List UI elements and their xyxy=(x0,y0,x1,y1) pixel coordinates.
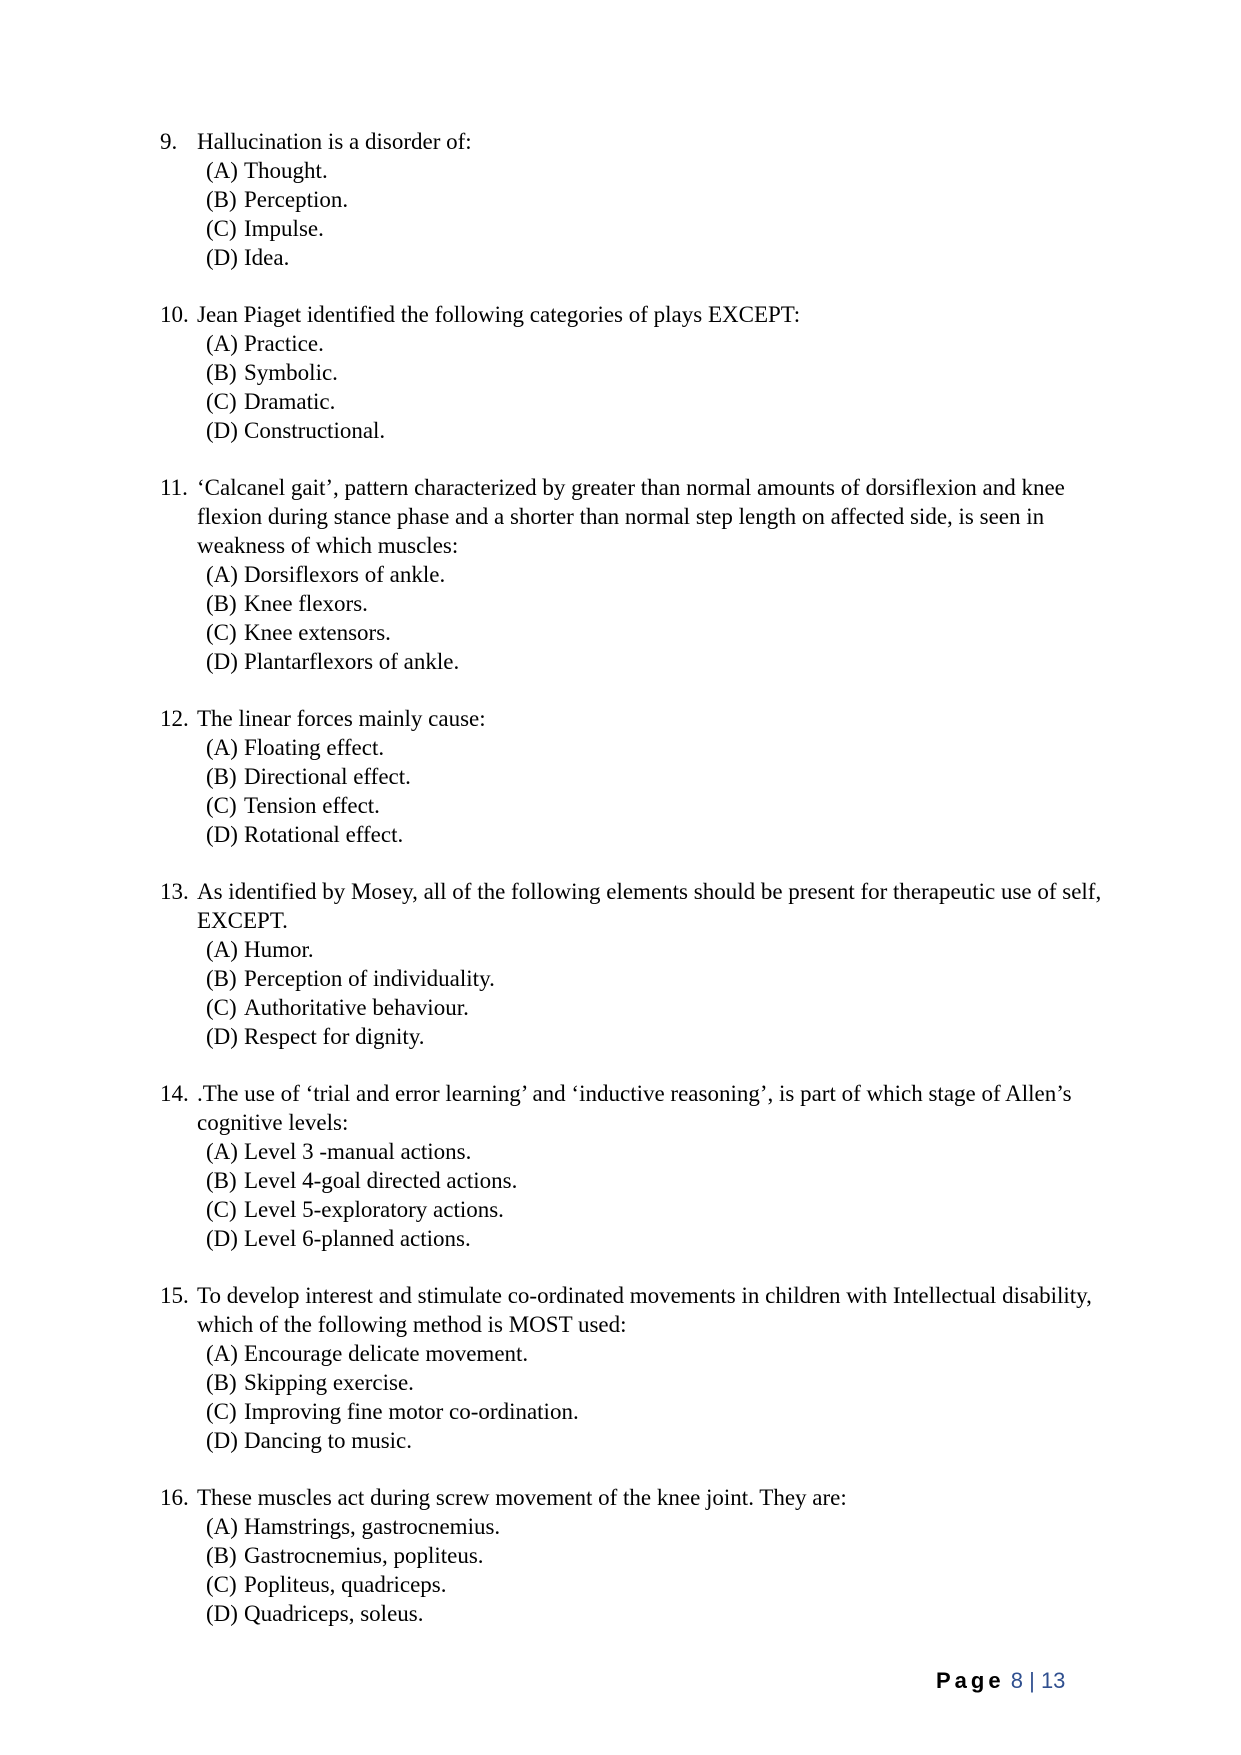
option-letter: (A) xyxy=(206,158,238,183)
question-9 xyxy=(160,127,1120,272)
option-item xyxy=(206,1512,1120,1541)
option-item xyxy=(206,387,1120,416)
question-text: The linear forces mainly cause: xyxy=(197,706,486,731)
option-item xyxy=(206,993,1120,1022)
option-item xyxy=(206,1570,1120,1599)
option-text: Knee flexors. xyxy=(244,591,368,616)
question-11 xyxy=(160,473,1120,676)
option-text: Constructional. xyxy=(244,418,386,443)
question-number: 10. xyxy=(160,302,189,327)
option-item xyxy=(206,820,1120,849)
question-line xyxy=(160,473,1120,560)
option-text: Floating effect. xyxy=(244,735,385,760)
option-item xyxy=(206,1166,1120,1195)
option-list xyxy=(206,1137,1120,1253)
question-15 xyxy=(160,1281,1120,1455)
option-text: Thought. xyxy=(244,158,328,183)
option-text: Humor. xyxy=(244,937,314,962)
option-letter: (A) xyxy=(206,735,238,760)
option-letter: (A) xyxy=(206,937,238,962)
option-text: Idea. xyxy=(244,245,290,270)
option-item xyxy=(206,1426,1120,1455)
option-letter: (C) xyxy=(206,216,237,241)
option-list xyxy=(206,560,1120,676)
question-number: 14. xyxy=(160,1081,189,1106)
option-letter: (A) xyxy=(206,331,238,356)
option-item xyxy=(206,1599,1120,1628)
option-text: Perception. xyxy=(244,187,349,212)
option-letter: (A) xyxy=(206,1341,238,1366)
option-letter: (B) xyxy=(206,591,237,616)
option-letter: (D) xyxy=(206,418,238,443)
option-text: Directional effect. xyxy=(244,764,411,789)
option-list xyxy=(206,156,1120,272)
question-line xyxy=(160,1281,1120,1339)
option-item xyxy=(206,762,1120,791)
question-text: To develop interest and stimulate co-ordinated movements in children with Intellectual disability, which of the following method is MOST used: xyxy=(197,1283,1092,1337)
option-text: Perception of individuality. xyxy=(244,966,495,991)
option-text: Level 3 -manual actions. xyxy=(244,1139,472,1164)
option-item xyxy=(206,1368,1120,1397)
option-list xyxy=(206,935,1120,1051)
page-footer xyxy=(936,1668,1065,1694)
option-item xyxy=(206,1224,1120,1253)
option-item xyxy=(206,560,1120,589)
option-item xyxy=(206,791,1120,820)
question-text: Hallucination is a disorder of: xyxy=(197,129,472,154)
option-item xyxy=(206,1137,1120,1166)
option-item xyxy=(206,618,1120,647)
page-current: 8 xyxy=(1010,1668,1023,1693)
option-letter: (B) xyxy=(206,1543,237,1568)
page-separator: | xyxy=(1029,1668,1035,1693)
option-letter: (B) xyxy=(206,966,237,991)
option-item xyxy=(206,329,1120,358)
option-text: Skipping exercise. xyxy=(244,1370,414,1395)
option-letter: (C) xyxy=(206,620,237,645)
question-number: 9. xyxy=(160,129,178,154)
option-item xyxy=(206,935,1120,964)
option-text: Dancing to music. xyxy=(244,1428,412,1453)
option-text: Popliteus, quadriceps. xyxy=(244,1572,447,1597)
option-text: Quadriceps, soleus. xyxy=(244,1601,424,1626)
option-text: Impulse. xyxy=(244,216,324,241)
option-letter: (D) xyxy=(206,822,238,847)
option-text: Dorsiflexors of ankle. xyxy=(244,562,446,587)
question-12 xyxy=(160,704,1120,849)
option-letter: (D) xyxy=(206,1601,238,1626)
option-item xyxy=(206,358,1120,387)
option-item xyxy=(206,589,1120,618)
option-text: Level 4-goal directed actions. xyxy=(244,1168,518,1193)
option-letter: (D) xyxy=(206,1428,238,1453)
option-item xyxy=(206,1195,1120,1224)
option-letter: (D) xyxy=(206,1226,238,1251)
question-14 xyxy=(160,1079,1120,1253)
option-text: Level 6-planned actions. xyxy=(244,1226,471,1251)
question-13 xyxy=(160,877,1120,1051)
option-letter: (B) xyxy=(206,1370,237,1395)
question-16 xyxy=(160,1483,1120,1628)
option-list xyxy=(206,733,1120,849)
option-letter: (C) xyxy=(206,995,237,1020)
question-number: 13. xyxy=(160,879,189,904)
page-total: 13 xyxy=(1040,1668,1066,1693)
question-line xyxy=(160,877,1120,935)
option-text: Improving fine motor co-ordination. xyxy=(244,1399,579,1424)
question-number: 12. xyxy=(160,706,189,731)
option-item xyxy=(206,243,1120,272)
option-letter: (B) xyxy=(206,1168,237,1193)
option-letter: (D) xyxy=(206,1024,238,1049)
page-label: Page xyxy=(936,1668,1005,1693)
option-letter: (B) xyxy=(206,187,237,212)
option-letter: (B) xyxy=(206,360,237,385)
option-item xyxy=(206,1541,1120,1570)
option-letter: (C) xyxy=(206,389,237,414)
option-letter: (C) xyxy=(206,1399,237,1424)
option-item xyxy=(206,1397,1120,1426)
option-text: Tension effect. xyxy=(244,793,380,818)
option-text: Gastrocnemius, popliteus. xyxy=(244,1543,484,1568)
option-item xyxy=(206,1339,1120,1368)
option-text: Knee extensors. xyxy=(244,620,391,645)
question-number: 11. xyxy=(160,475,188,500)
option-text: Dramatic. xyxy=(244,389,336,414)
option-item xyxy=(206,964,1120,993)
option-letter: (B) xyxy=(206,764,237,789)
option-text: Level 5-exploratory actions. xyxy=(244,1197,504,1222)
option-letter: (C) xyxy=(206,793,237,818)
option-letter: (D) xyxy=(206,649,238,674)
option-text: Respect for dignity. xyxy=(244,1024,425,1049)
option-list xyxy=(206,1339,1120,1455)
question-line xyxy=(160,704,1120,733)
question-line xyxy=(160,300,1120,329)
question-10 xyxy=(160,300,1120,445)
option-letter: (D) xyxy=(206,245,238,270)
option-letter: (C) xyxy=(206,1572,237,1597)
option-letter: (A) xyxy=(206,1139,238,1164)
option-text: Hamstrings, gastrocnemius. xyxy=(244,1514,501,1539)
question-line xyxy=(160,127,1120,156)
option-list xyxy=(206,329,1120,445)
question-line xyxy=(160,1483,1120,1512)
option-text: Encourage delicate movement. xyxy=(244,1341,529,1366)
option-item xyxy=(206,416,1120,445)
option-text: Plantarflexors of ankle. xyxy=(244,649,460,674)
option-text: Authoritative behaviour. xyxy=(244,995,469,1020)
option-text: Practice. xyxy=(244,331,324,356)
option-list xyxy=(206,1512,1120,1628)
option-item xyxy=(206,1022,1120,1051)
question-list xyxy=(160,127,1120,1656)
option-item xyxy=(206,214,1120,243)
question-number: 16. xyxy=(160,1485,189,1510)
option-letter: (A) xyxy=(206,1514,238,1539)
option-letter: (C) xyxy=(206,1197,237,1222)
question-text: These muscles act during screw movement of the knee joint. They are: xyxy=(197,1485,847,1510)
option-text: Symbolic. xyxy=(244,360,338,385)
question-text: .The use of ‘trial and error learning’ and ‘inductive reasoning’, is part of which stage of Allen’s cognitive levels: xyxy=(197,1081,1072,1135)
option-item xyxy=(206,647,1120,676)
question-text: Jean Piaget identified the following categories of plays EXCEPT: xyxy=(197,302,801,327)
option-item xyxy=(206,185,1120,214)
option-item xyxy=(206,156,1120,185)
option-item xyxy=(206,733,1120,762)
option-letter: (A) xyxy=(206,562,238,587)
question-text: As identified by Mosey, all of the following elements should be present for therapeutic use of self, EXCEPT. xyxy=(197,879,1102,933)
question-number: 15. xyxy=(160,1283,189,1308)
question-text: ‘Calcanel gait’, pattern characterized by greater than normal amounts of dorsiflexion and knee flexion during stance phase and a shorter than normal step length on affected side, is seen in weakness of which muscles: xyxy=(197,475,1065,558)
question-line xyxy=(160,1079,1120,1137)
option-text: Rotational effect. xyxy=(244,822,404,847)
